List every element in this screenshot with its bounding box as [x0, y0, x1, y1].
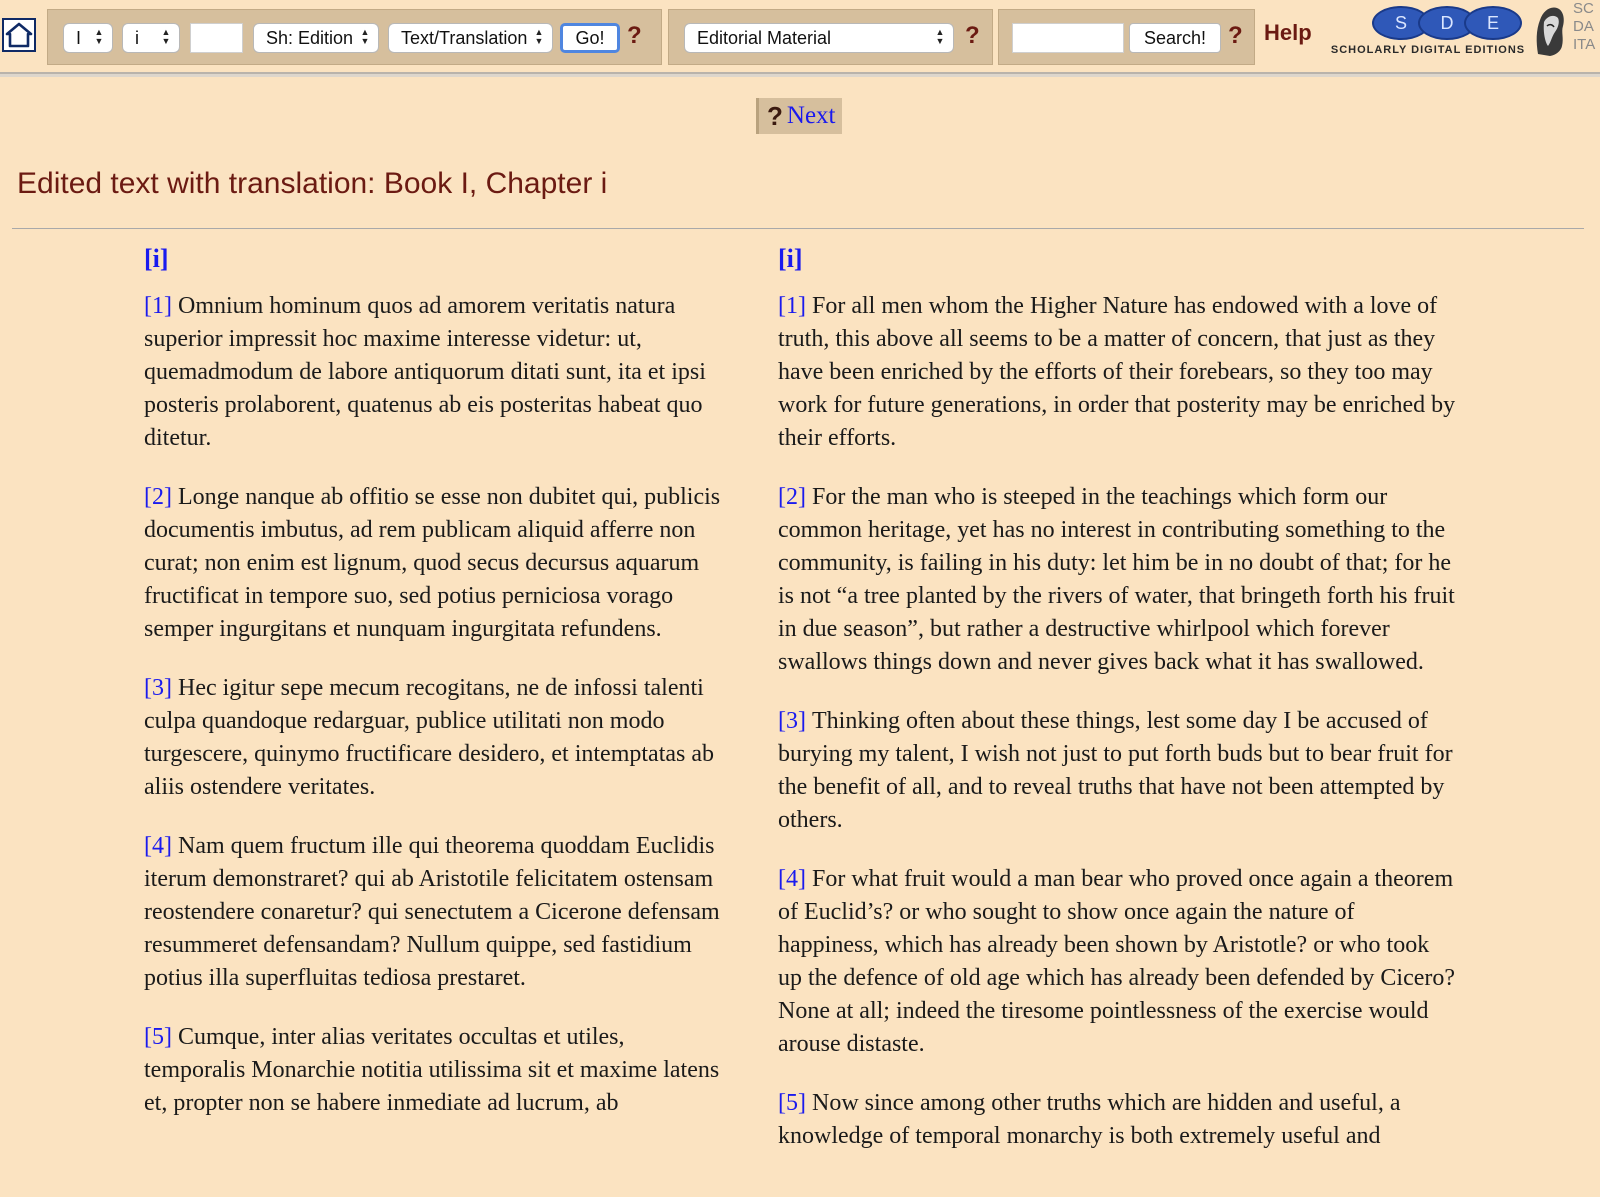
paragraph-input[interactable]	[190, 23, 243, 53]
paragraph-text: For what fruit would a man bear who proved once again a theorem of Euclid’s? or who sought to show once again the nature of happiness, which has already been shown by Aristotle? or who took up the defence of old age which has already been defended by Cicero? None at all; indeed the tiresome pointlessness of the exercise would arouse distaste.	[778, 866, 1456, 1057]
paragraph-number-link[interactable]: [3]	[778, 708, 806, 734]
navigation-panel	[47, 9, 662, 65]
chapter-select[interactable]	[122, 23, 180, 53]
sde-logo-letter: S	[1372, 6, 1430, 40]
paragraph-number-link[interactable]: [2]	[778, 484, 806, 510]
english-paragraph	[778, 1087, 1458, 1153]
paragraph-text: For the man who is steeped in the teachings which form our common heritage, yet has no interest in contributing something to the community, is failing in his duty: let him be in no doubt of that; for he is not “a tree planted by the rivers of water, that bringeth forth his fruit in due season”, but rather a destructive whirlpool which forever swallows things down and never gives back what it has swallowed.	[778, 484, 1455, 675]
navigation-help-button[interactable]: ?	[767, 100, 783, 131]
right-edge-text-line: ITA	[1573, 36, 1596, 53]
latin-chapter-link[interactable]: [i]	[144, 244, 169, 273]
latin-text-column	[144, 242, 724, 1146]
sde-logo-caption: SCHOLARLY DIGITAL EDITIONS	[1330, 44, 1526, 56]
sde-logo[interactable]	[1326, 4, 1530, 60]
next-link[interactable]: Next	[786, 102, 836, 129]
paragraph-number-link[interactable]: [4]	[144, 833, 172, 859]
editorial-select-value: Editorial Material	[697, 27, 832, 48]
paragraph-text: Now since among other truths which are hidden and useful, a knowledge of temporal monarchy is both extremely useful and	[778, 1090, 1401, 1149]
latin-paragraph	[144, 830, 724, 995]
latin-paragraph	[144, 672, 724, 804]
english-paragraph	[778, 863, 1458, 1061]
right-edge-logo-text	[1573, 0, 1600, 60]
paragraph-number-link[interactable]: [5]	[778, 1090, 806, 1116]
editorial-help-link[interactable]: ?	[965, 22, 980, 49]
paragraph-number-link[interactable]: [1]	[778, 293, 806, 319]
paragraph-text: Omnium hominum quos ad amorem veritatis natura superior impressit hoc maxime interesse videtur: ut, quemadmodum de labore antiquorum ditati sunt, ita et ipsi posteris prolaborent, quatenus ab eis posteritas habeat quo ditetur.	[144, 293, 706, 451]
show-select[interactable]	[253, 23, 379, 53]
paragraph-number-link[interactable]: [4]	[778, 866, 806, 892]
paragraph-number-link[interactable]: [1]	[144, 293, 172, 319]
help-link[interactable]: Help	[1264, 20, 1312, 45]
right-edge-text-line: SC	[1573, 0, 1594, 17]
english-chapter-link[interactable]: [i]	[778, 244, 803, 273]
title-divider	[12, 228, 1584, 229]
go-button[interactable]: Go!	[560, 23, 620, 53]
sde-logo-letter: D	[1418, 6, 1476, 40]
book-select-value: I	[76, 27, 82, 48]
show-select-value: Sh: Edition	[266, 27, 354, 48]
english-paragraph	[778, 290, 1458, 455]
book-select[interactable]	[63, 23, 113, 53]
english-paragraph	[778, 481, 1458, 679]
paragraph-text: Thinking often about these things, lest some day I be accused of burying my talent, I wish not just to put forth buds but to bear fruit for the benefit of all, and to reveal truths that have not been attempted by others.	[778, 708, 1453, 833]
navigation-help-link[interactable]: ?	[627, 22, 642, 49]
home-icon	[5, 22, 33, 48]
select-arrows-icon: ▲ ▼	[360, 27, 370, 46]
select-arrows-icon: ▲ ▼	[161, 27, 171, 46]
paragraph-number-link[interactable]: [2]	[144, 484, 172, 510]
paragraph-text: For all men whom the Higher Nature has endowed with a love of truth, this above all seems to be a matter of concern, that just as they have been enriched by the efforts of their forebears, so they too may work for future generations, in order that posterity may be enriched by their efforts.	[778, 293, 1456, 451]
paragraph-text: Longe nanque ab offitio se esse non dubitet qui, publicis documentis imbutus, ad rem publicam aliquid afferre non curat; non enim est lignum, quod secus decursus aquarum fructificat in tempore suo, sed potius perniciosa vorago semper ingurgitans et nunquam ingurgitata refundens.	[144, 484, 721, 642]
paragraph-text: Nam quem fructum ille qui theorema quoddam Euclidis iterum demonstraret? qui ab Aristotile felicitatem ostensam reostendere conaretur? qui senectutem a Cicerone defensam resummeret defensandam? Nullum quippe, sed fastidium potius illa superfluitas tediosa prestaret.	[144, 833, 720, 991]
home-button[interactable]	[2, 18, 36, 52]
mode-select-value: Text/Translation	[401, 27, 528, 48]
page-title: Edited text with translation: Book I, Chapter i	[17, 167, 608, 200]
mode-select[interactable]	[388, 23, 553, 53]
page-navigation	[756, 98, 842, 134]
paragraph-number-link[interactable]: [3]	[144, 675, 172, 701]
english-translation-column	[778, 242, 1458, 1179]
search-panel	[998, 9, 1255, 65]
toolbar	[0, 0, 1600, 74]
paragraph-text: Hec igitur sepe mecum recogitans, ne de infossi talenti culpa quandoque redarguar, publice utilitati non modo turgescere, quinymo fructificare desidero, et intemptatas ab aliis ostendere veritates.	[144, 675, 714, 800]
editorial-select[interactable]	[684, 23, 954, 53]
search-input[interactable]	[1012, 23, 1124, 53]
sde-logo-letter: E	[1464, 6, 1522, 40]
select-arrows-icon: ▲ ▼	[935, 27, 945, 46]
english-paragraph	[778, 705, 1458, 837]
search-help-link[interactable]: ?	[1228, 22, 1243, 49]
dante-portrait-icon[interactable]	[1530, 2, 1568, 58]
paragraph-number-link[interactable]: [5]	[144, 1024, 172, 1050]
select-arrows-icon: ▲ ▼	[94, 27, 104, 46]
chapter-select-value: i	[135, 27, 139, 48]
editorial-panel	[668, 9, 993, 65]
right-edge-text-line: DA	[1573, 18, 1594, 35]
select-arrows-icon: ▲ ▼	[534, 27, 544, 46]
latin-paragraph	[144, 481, 724, 646]
latin-paragraph	[144, 290, 724, 455]
search-button[interactable]: Search!	[1129, 23, 1221, 53]
latin-paragraph	[144, 1021, 724, 1120]
paragraph-text: Cumque, inter alias veritates occultas et utiles, temporalis Monarchie notitia utilissima sit et maxime latens et, propter non se habere inmediate ad lucrum, ab	[144, 1024, 720, 1116]
